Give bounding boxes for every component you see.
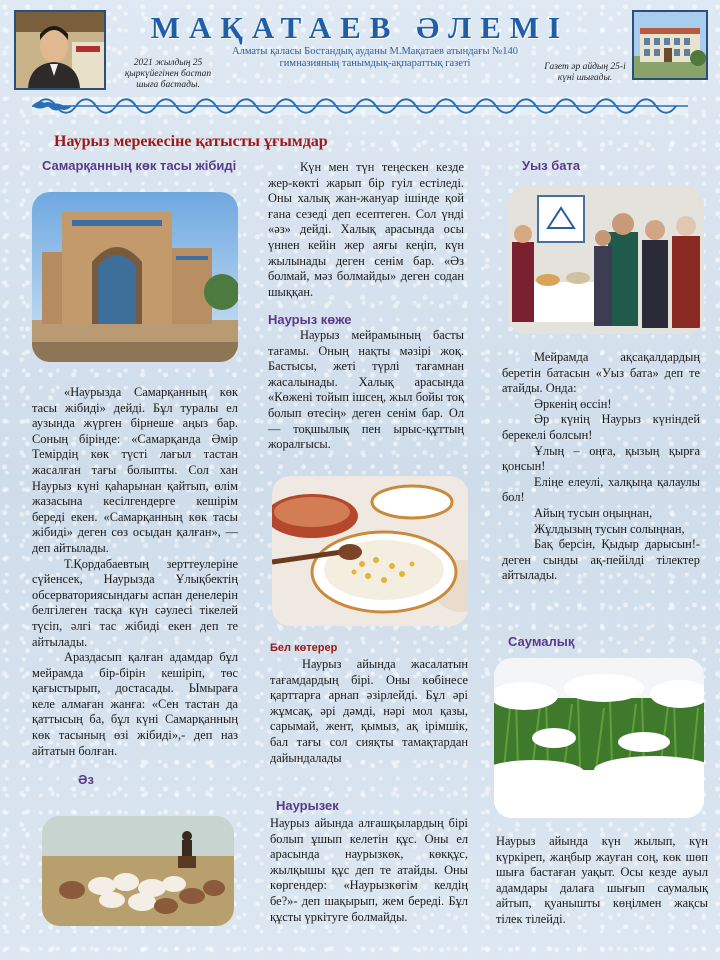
samarkand-observatory-photo (32, 192, 238, 362)
bel-paragraph: Наурыз айында жасалатын тағамдардың бірі. Оны көбінесе қарттарға арнап әзірлейді. Бұл әрі жұмсақ, әрі дәмді, нәрі мол қазы, сарымай, жент, қымыз, ақ ірімшік, бал тағы сол сияқты тамақтардан дайындалады (270, 657, 468, 765)
naurizek-text (270, 816, 468, 925)
founded-note: 2021 жылдың 25 қыркүйегінен бастап шыға бастады. (124, 58, 212, 90)
newspaper-subtitle: Алматы қаласы Бостандық ауданы М.Мақатаев атындағы №140 гимназияның танымдық-ақпараттық газеті (232, 46, 518, 69)
blessing-line: Әр күнің Наурыз күніндей берекелі болсын! (502, 412, 700, 442)
kozhe-paragraph: Наурыз мейрамының басты тағамы. Оның нақты мәзірі жоқ. Бастысы, жеті түрлі тағамнан жасалынады. Халық арасында «Көжені тойып ішсең, жыл бойы тоқ болып өтесің» деген сенім бар. Ол — тоқшылық пен ырыс-құттың жоралғысы. (268, 328, 464, 452)
blessing-line: Айың тусын оңыңнан, (534, 505, 653, 520)
gymnasium-photo (632, 10, 708, 80)
heading-samarkand: Самарқанның көк тасы жібиді (42, 158, 237, 173)
uyz-bata-photo (508, 186, 704, 334)
heading-uyz-bata: Уыз бата (522, 158, 581, 173)
blessing-line: Ұлың – оңға, қызың қырға қонсын! (502, 443, 700, 474)
blessing-line: Еліңе елеулі, халқыңа қалаулы бол! (502, 474, 700, 505)
ornament-divider (32, 97, 688, 115)
samarkand-paragraph-1: «Наурызда Самарқанның көк тасы жібиді» дейді. Бұл туралы ел аузында жүрген бірнеше аңыз бар. Соның бірінде: «Самарқанда Әмір Темірдің көк түсті лағыл тастан жасалған тағы болыпты. Сол хан Наурыз күні қаһарынан қайтып, өлім жазасына кесілгендерге кешірім береді екен. «Самарқанның көк тасы жібиді» деген сөз осыдан қалған», — деп айтылады. (32, 385, 238, 555)
heading-naurys-kozhe: Наурыз көже (268, 312, 352, 327)
sheep-flock-photo (42, 816, 234, 926)
heading-az: Әз (78, 772, 94, 787)
saumalyk-snow-grass-photo (494, 658, 704, 818)
samarkand-paragraph-3: Араздасып қалған адамдар бұл мейрамда бір-бірін кешіріп, төс қағыстырып, достасады. Ымыраға келе алмаған жанға: «Сен тастан да қаттысың ба, бұл күні Самарқанның көк тасының өзі жібиді»,- деп наз айтатын болған. (32, 650, 238, 758)
uyz-intro: Мейрамда ақсақалдардың беретін батасын «Уыз бата» деп те атайды. Онда: (502, 350, 700, 396)
naurizek-paragraph: Наурыз айында алғашқылардың бірі болып ұшып келетін құс. Оны ел арасында наурызкөк, көкқұс, жылқышы құс деп те атайды. Оны көргендер: «Наурызкөгім келдің бе?»- деп шақырып, жем береді. Бұл құсты үркітуге болмайды. (270, 816, 468, 924)
heading-saumalyk: Саумалық (508, 634, 575, 649)
blessing-line: Жұлдызың тусын солыңнан, (534, 521, 685, 536)
frequency-note: Газет әр айдың 25-і күні шығады. (544, 62, 626, 83)
az-text (268, 160, 464, 300)
blessing-line: Әркенің өссін! (534, 396, 612, 411)
bel-text (270, 657, 468, 766)
blessing-line: Бақ берсін, Қыдыр дарысын!-деген сынды ақ-пейілді тілектер айтылады. (502, 537, 700, 583)
kozhe-text (268, 328, 464, 453)
section-title: Наурыз мерекесіне қатысты ұғымдар (54, 133, 328, 150)
saumalyk-paragraph: Наурыз айында күн жылып, күн күркіреп, жаңбыр жауған соң, көк шөп шыға бастаған уақыт. Осы кезде ауыл адамдары далаға шығып саумалық айтып, қуанышты көңілмен жақсы тілек тілейді. (496, 834, 708, 926)
heading-naurizek: Наурызек (276, 798, 339, 813)
az-paragraph: Күн мен түн теңескен кезде жер-көкті жарып бір гуіл естіледі. Оны халық жан-жануар ішінде қой ғана сезеді деп есептеген. Сол үнді «әз» дейді. Халық арасында осы үннен кейін жер аяғы кеңіп, күн жылынады деген сенім бар. «Әз болмай, мәз болмайды» деген содан шыққан. (268, 160, 464, 299)
newspaper-title: МАҚАТАЕВ ӘЛЕМІ (150, 10, 570, 45)
samarkand-text (32, 385, 238, 759)
saumalyk-text (496, 834, 708, 928)
poet-portrait (14, 10, 106, 90)
uyz-bata-text (502, 350, 700, 584)
heading-bel-koterer: Бел көтерер (270, 642, 338, 654)
samarkand-paragraph-2: Т.Қордабаевтың зерттеулеріне сүйенсек, Наурызда Ұлықбектің обсерваториясындағы аспан денелерін белгілеген тасқа күн сәулесі тікелей түсіп, әлгі тас жібиді екен деп те айтылады. (32, 556, 238, 649)
naurys-kozhe-photo (272, 476, 468, 626)
